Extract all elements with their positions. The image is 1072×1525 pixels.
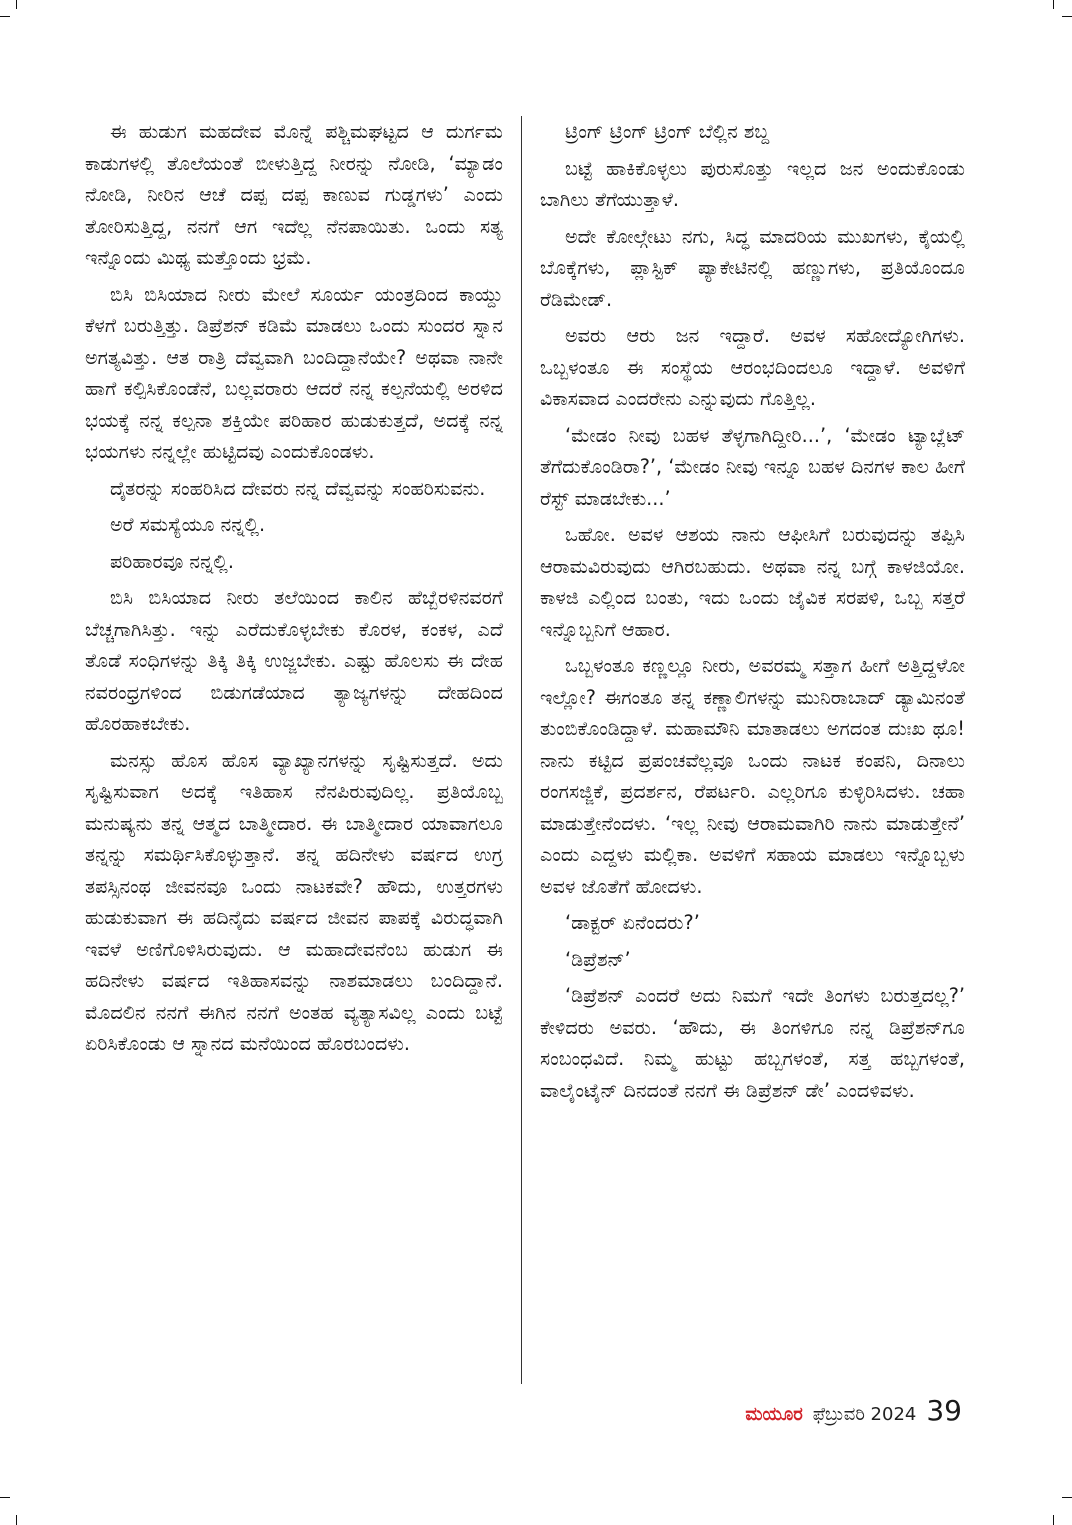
paragraph: ಒಬ್ಬಳಂತೂ ಕಣ್ಣಲ್ಲೂ ನೀರು, ಅವರಮ್ಮ ಸತ್ತಾಗ ಹೀಗೆ ಅತ್ತಿದ್ದಳೋ ಇಲ್ಲೋ? ಈಗಂತೂ ತನ್ನ ಕಣ್ಣಾಲಿಗಳನ್ನು ಮುನಿರಾಬಾದ್ ಡ್ಯಾಮಿನಂತೆ ತುಂಬಿಕೊಂಡಿದ್ದಾಳೆ. ಮಹಾಮೌನಿ ಮಾತಾಡಲು ಅಗದಂತ ದುಃಖ ಥೂ! ನಾನು ಕಟ್ಟಿದ ಪ್ರಪಂಚವೆಲ್ಲವೂ ಒಂದು ನಾಟಕ ಕಂಪನಿ, ದಿನಾಲು ರಂಗಸಜ್ಜಿಕೆ, ಪ್ರದರ್ಶನ, ರೆಪರ್ಟರಿ. ಎಲ್ಲರಿಗೂ ಕುಳ್ಳಿರಿಸಿದಳು. ಚಹಾ ಮಾಡುತ್ತೇನೆಂದಳು. ‘ಇಲ್ಲ ನೀವು ಆರಾಮವಾಗಿರಿ ನಾನು ಮಾಡುತ್ತೇನೆ’ ಎಂದು ಎದ್ದಳು ಮಲ್ಲಿಕಾ. ಅವಳಿಗೆ ಸಹಾಯ ಮಾಡಲು ಇನ್ನೊಬ್ಬಳು ಅವಳ ಜೊತೆಗೆ ಹೋದಳು. [540, 654, 965, 898]
paragraph: ಒಹೋ. ಅವಳ ಆಶಯ ನಾನು ಆಫೀಸಿಗೆ ಬರುವುದನ್ನು ತಪ್ಪಿಸಿ ಆರಾಮವಿರುವುದು ಆಗಿರಬಹುದು. ಅಥವಾ ನನ್ನ ಬಗ್ಗೆ ಕಾಳಜಿಯೋ. ಕಾಳಜಿ ಎಲ್ಲಿಂದ ಬಂತು, ಇದು ಒಂದು ಜೈವಿಕ ಸರಪಳಿ, ಒಬ್ಬ ಸತ್ತರೆ ಇನ್ನೊಬ್ಬನಿಗೆ ಆಹಾರ. [540, 523, 965, 641]
paragraph: ಪರಿಹಾರವೂ ನನ್ನಲ್ಲಿ. [110, 549, 234, 573]
paragraph: ಬಟ್ಟೆ ಹಾಕಿಕೊಳ್ಳಲು ಪುರುಸೊತ್ತು ಇಲ್ಲದ ಜನ ಅಂದುಕೊಂಡು ಬಾಗಿಲು ತೆಗೆಯುತ್ತಾಳೆ. [540, 156, 965, 211]
page-footer [640, 1394, 962, 1430]
paragraph: ದೈತರನ್ನು ಸಂಹರಿಸಿದ ದೇವರು ನನ್ನ ದೆವ್ವವನ್ನು ಸಂಹರಿಸುವನು. [110, 476, 486, 500]
paragraph: ಮನಸ್ಸು ಹೊಸ ಹೊಸ ವ್ಯಾಖ್ಯಾನಗಳನ್ನು ಸೃಷ್ಟಿಸುತ್ತದೆ. ಅದು ಸೃಷ್ಟಿಸುವಾಗ ಅದಕ್ಕೆ ಇತಿಹಾಸ ನೆನಪಿರುವುದಿಲ್ಲ. ಪ್ರತಿಯೊಬ್ಬ ಮನುಷ್ಯನು ತನ್ನ ಆತ್ಮದ ಬಾತ್ಮೀದಾರ. ಈ ಬಾತ್ಮೀದಾರ ಯಾವಾಗಲೂ ತನ್ನನ್ನು ಸಮರ್ಥಿಸಿಕೊಳ್ಳುತ್ತಾನೆ. ತನ್ನ ಹದಿನೇಳು ವರ್ಷದ ಉಗ್ರ ತಪಸ್ಸಿನಂಥ ಜೀವನವೂ ಒಂದು ನಾಟಕವೇ? ಹೌದು, ಉತ್ತರಗಳು ಹುಡುಕುವಾಗ ಈ ಹದಿನೈದು ವರ್ಷದ ಜೀವನ ಪಾಪಕ್ಕೆ ವಿರುದ್ಧವಾಗಿ ಇವಳೆ ಅಣಿಗೊಳಿಸಿರುವುದು. ಆ ಮಹಾದೇವನೆಂಬ ಹುಡುಗ ಈ ಹದಿನೇಳು ವರ್ಷದ ಇತಿಹಾಸವನ್ನು ನಾಶಮಾಡಲು ಬಂದಿದ್ದಾನೆ. ಮೊದಲಿನ ನನಗೆ ಈಗಿನ ನನಗೆ ಅಂತಹ ವ್ಯತ್ಯಾಸವಿಲ್ಲ ಎಂದು ಬಟ್ಟೆ ಏರಿಸಿಕೊಂಡು ಆ ಸ್ನಾನದ ಮನೆಯಿಂದ ಹೊರಬಂದಳು. [85, 748, 503, 1055]
paragraph: ‘ಡಿಪ್ರೆಶನ್ ಎಂದರೆ ಅದು ನಿಮಗೆ ಇದೇ ತಿಂಗಳು ಬರುತ್ತದಲ್ಲ?’ ಕೇಳಿದರು ಅವರು. ‘ಹೌದು, ಈ ತಿಂಗಳಿಗೂ ನನ್ನ ಡಿಪ್ರೆಶನ್‌ಗೂ ಸಂಬಂಧವಿದೆ. ನಿಮ್ಮ ಹುಟ್ಟು ಹಬ್ಬಗಳಂತೆ, ಸತ್ತ ಹಬ್ಬಗಳಂತೆ, ವಾಲೈಂಟೈನ್ ದಿನದಂತೆ ನನಗೆ ಈ ಡಿಪ್ರೆಶನ್ ಡೇ’ ಎಂದಳಿವಳು. [540, 984, 965, 1102]
issue-date: ಫೆಬ್ರುವರಿ 2024 [812, 1404, 917, 1425]
crop-mark [0, 16, 10, 17]
column-divider [521, 116, 522, 1384]
paragraph: ಅದೇ ಕೋಲ್ಗೇಟು ನಗು, ಸಿದ್ಧ ಮಾದರಿಯ ಮುಖಗಳು, ಕೈಯಲ್ಲಿ ಬೊಕ್ಕೆಗಳು, ಪ್ಲಾಸ್ಟಿಕ್ ಪ್ಯಾಕೇಟಿನಲ್ಲಿ ಹಣ್ಣುಗಳು, ಪ್ರತಿಯೊಂದೂ ರೆಡಿಮೇಡ್. [540, 224, 965, 311]
paragraph: ಬಿಸಿ ಬಿಸಿಯಾದ ನೀರು ಮೇಲೆ ಸೂರ್ಯ ಯಂತ್ರದಿಂದ ಕಾಯ್ದು ಕೆಳಗೆ ಬರುತ್ತಿತ್ತು. ಡಿಪ್ರೆಶನ್ ಕಡಿಮೆ ಮಾಡಲು ಒಂದು ಸುಂದರ ಸ್ನಾನ ಅಗತ್ಯವಿತ್ತು. ಆತ ರಾತ್ರಿ ದೆವ್ವವಾಗಿ ಬಂದಿದ್ದಾನೆಯೇ? ಅಥವಾ ನಾನೇ ಹಾಗೆ ಕಲ್ಪಿಸಿಕೊಂಡೆನೆ, ಬಲ್ಲವರಾರು ಆದರೆ ನನ್ನ ಕಲ್ಪನೆಯಲ್ಲಿ ಅರಳಿದ ಭಯಕ್ಕೆ ನನ್ನ ಕಲ್ಪನಾ ಶಕ್ತಿಯೇ ಪರಿಹಾರ ಹುಡುಕುತ್ತದೆ, ಅದಕ್ಕೆ ನನ್ನ ಭಯಗಳು ನನ್ನಲ್ಲೇ ಹುಟ್ಟಿದವು ಎಂದುಕೊಂಡಳು. [85, 282, 503, 463]
crop-mark [1053, 0, 1054, 9]
right-column [540, 116, 965, 1111]
paragraph: ಅವರು ಆರು ಜನ ಇದ್ದಾರೆ. ಅವಳ ಸಹೋದ್ಯೋಗಿಗಳು. ಒಬ್ಬಳಂತೂ ಈ ಸಂಸ್ಥೆಯ ಆರಂಭದಿಂದಲೂ ಇದ್ದಾಳೆ. ಅವಳಿಗೆ ವಿಕಾಸವಾದ ಎಂದರೇನು ಎನ್ನುವುದು ಗೊತ್ತಿಲ್ಲ. [540, 324, 965, 410]
paragraph: ಅರೆ ಸಮಸ್ಯೆಯೂ ನನ್ನಲ್ಲಿ. [110, 513, 266, 536]
paragraph: ‘ಡಾಕ್ಟರ್ ಏನೆಂದರು?’ [565, 911, 700, 934]
page-number: 39 [926, 1394, 962, 1427]
crop-mark [0, 1497, 10, 1498]
crop-mark [16, 1515, 17, 1525]
paragraph: ಟ್ರಿಂಗ್ ಟ್ರಿಂಗ್ ಟ್ರಿಂಗ್ ಬೆಲ್ಲಿನ ಶಬ್ದ [565, 120, 770, 143]
paragraph: ಬಿಸಿ ಬಿಸಿಯಾದ ನೀರು ತಲೆಯಿಂದ ಕಾಲಿನ ಹೆಬ್ಬೆರಳಿನವರಗೆ ಬೆಚ್ಚಗಾಗಿಸಿತ್ತು. ಇನ್ನು ಎರೆದುಕೊಳ್ಳಬೇಕು ಕೊರಳ, ಕಂಕಳ, ಎದೆ ತೊಡೆ ಸಂಧಿಗಳನ್ನು ತಿಕ್ಕಿ ತಿಕ್ಕಿ ಉಜ್ಜಬೇಕು. ಎಷ್ಟು ಹೊಲಸು ಈ ದೇಹ ನವರಂಧ್ರಗಳಿಂದ ಬಿಡುಗಡೆಯಾದ ತ್ಯಾಜ್ಯಗಳನ್ನು ದೇಹದಿಂದ ಹೊರಹಾಕಬೇಕು. [85, 586, 503, 735]
magazine-logo: ಮಯೂರ [745, 1404, 803, 1425]
crop-mark [16, 0, 17, 9]
left-column [85, 116, 503, 1065]
crop-mark [1053, 1515, 1054, 1525]
paragraph: ಈ ಹುಡುಗ ಮಹದೇವ ಮೊನ್ನೆ ಪಶ್ಚಿಮಘಟ್ಟದ ಆ ದುರ್ಗಮ ಕಾಡುಗಳಲ್ಲಿ ತೊಲೆಯಂತೆ ಬೀಳುತ್ತಿದ್ದ ನೀರನ್ನು ನೋಡಿ, ‘ಮ್ಯಾಡಂ ನೋಡಿ, ನೀರಿನ ಆಚೆ ದಪ್ಪ ದಪ್ಪ ಕಾಣುವ ಗುಡ್ಡಗಳು’ ಎಂದು ತೋರಿಸುತ್ತಿದ್ದ, ನನಗೆ ಆಗ ಇದೆಲ್ಲ ನೆನಪಾಯಿತು. ಒಂದು ಸತ್ಯ ಇನ್ನೊಂದು ಮಿಥ್ಯ ಮತ್ತೊಂದು ಭ್ರಮೆ. [85, 120, 503, 269]
paragraph: ‘ಡಿಪ್ರೆಶನ್’ [565, 947, 631, 971]
paragraph: ‘ಮೇಡಂ ನೀವು ಬಹಳ ತೆಳ್ಳಗಾಗಿದ್ದೀರಿ...’, ‘ಮೇಡಂ ಟ್ಯಾಬ್ಲೆಟ್ ತೆಗೆದುಕೊಂಡಿರಾ?’, ‘ಮೇಡಂ ನೀವು ಇನ್ನೂ ಬಹಳ ದಿನಗಳ ಕಾಲ ಹೀಗೆ ರೆಸ್ಟ್ ಮಾಡಬೇಕು...’ [540, 423, 965, 510]
crop-mark [1062, 1497, 1072, 1498]
crop-mark [1062, 16, 1072, 17]
